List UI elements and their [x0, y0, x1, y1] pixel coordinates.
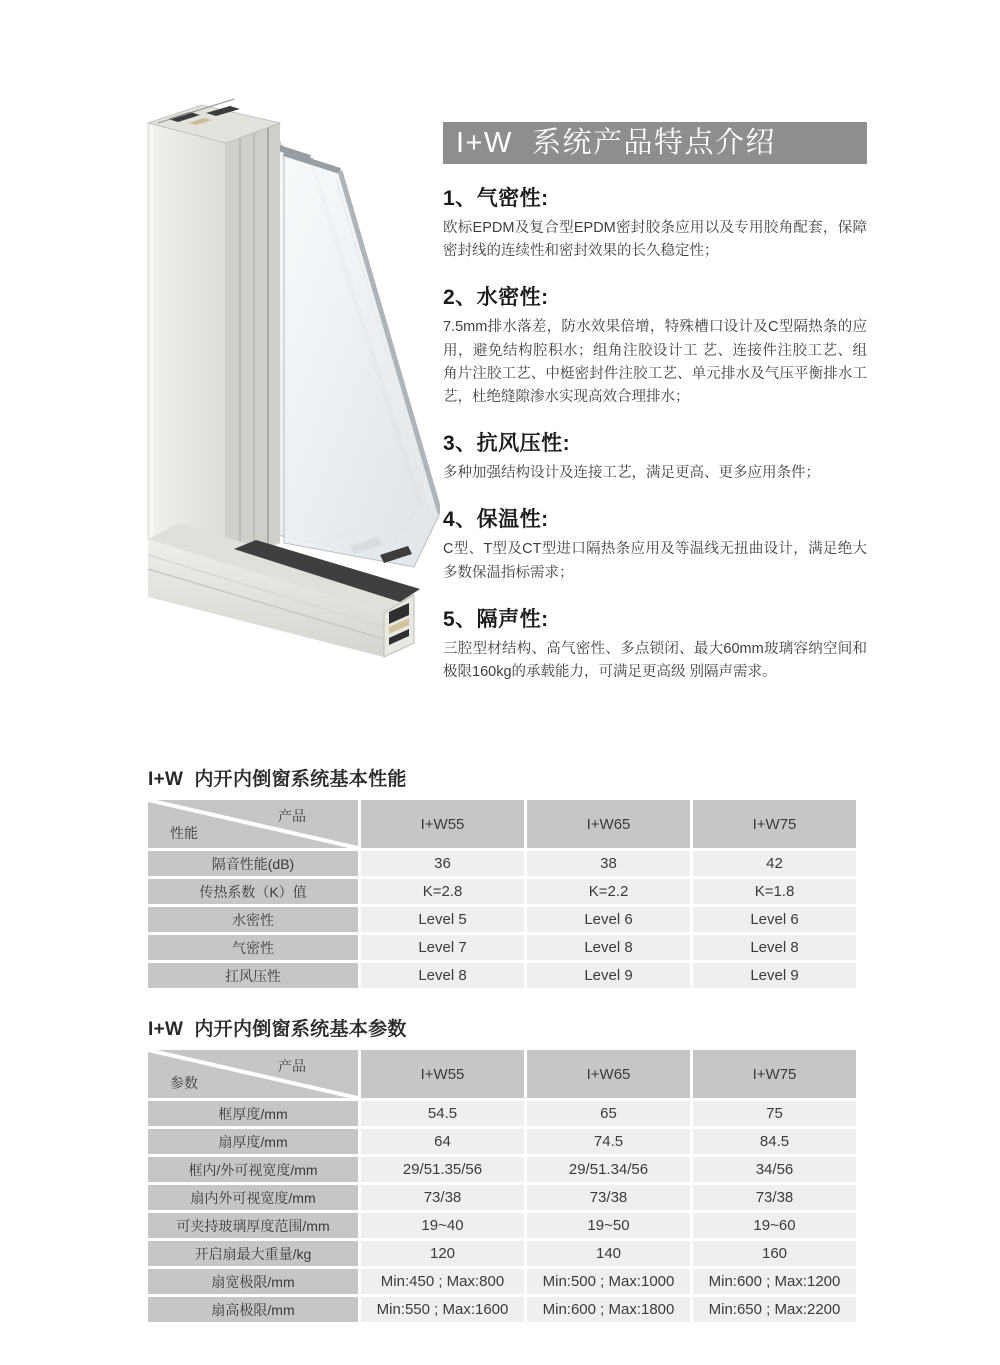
feature-item-5: [443, 603, 867, 684]
cell-value: 19~40: [361, 1213, 524, 1238]
cell-value: Level 5: [361, 907, 524, 932]
row-label: 框厚度/mm: [148, 1101, 358, 1126]
cell-value: Level 6: [693, 907, 856, 932]
row-label: 开启扇最大重量/kg: [148, 1241, 358, 1266]
cell-value: Min:600 ; Max:1800: [527, 1297, 690, 1322]
cell-value: Level 9: [693, 963, 856, 988]
feature-heading: 2、水密性:: [443, 286, 549, 310]
cell-value: Level 7: [361, 935, 524, 960]
page-title: I+W 系统产品特点介绍: [456, 127, 776, 159]
cell-value: 74.5: [527, 1129, 690, 1154]
col-header: I+W75: [693, 1050, 856, 1098]
cell-value: 75: [693, 1101, 856, 1126]
cell-value: 73/38: [527, 1185, 690, 1210]
cell-value: 140: [527, 1241, 690, 1266]
row-label: 扇高极限/mm: [148, 1297, 358, 1322]
feature-item-3: [443, 427, 867, 485]
corner-top-label: 产品: [278, 1058, 306, 1074]
col-header: I+W55: [361, 1050, 524, 1098]
col-header: I+W75: [693, 800, 856, 848]
performance-table-section: [148, 764, 860, 988]
cell-value: Min:650 ; Max:2200: [693, 1297, 856, 1322]
corner-bottom-label: 参数: [170, 1075, 198, 1091]
parameters-table-title: I+W 内开内倒窗系统基本参数: [148, 1019, 407, 1040]
feature-heading: 5、隔声性:: [443, 607, 549, 631]
feature-heading: 4、保温性:: [443, 508, 549, 532]
col-header: I+W65: [527, 1050, 690, 1098]
cell-value: Min:550 ; Max:1600: [361, 1297, 524, 1322]
corner-top-label: 产品: [278, 808, 306, 824]
cell-value: 73/38: [693, 1185, 856, 1210]
corner-cell: [148, 800, 358, 848]
feature-body: 多种加强结构设计及连接工艺，满足更高、更多应用条件；: [443, 465, 820, 482]
cell-value: Min:600 ; Max:1200: [693, 1269, 856, 1294]
cell-value: 84.5: [693, 1129, 856, 1154]
feature-heading: 3、抗风压性:: [443, 432, 571, 456]
cell-value: 29/51.34/56: [527, 1157, 690, 1182]
cell-value: Min:500 ; Max:1000: [527, 1269, 690, 1294]
row-label: 隔音性能(dB): [148, 851, 358, 876]
feature-body: 7.5mm排水落差，防水效果倍增，特殊槽口设计及C型隔热条的应用，避免结构腔积水；组角注胶设计工 艺、连接件注胶工艺、组角片注胶工艺、中梃密封件注胶工艺、单元排水及气压平衡排水工艺，杜绝缝隙渗水实现高效合理排水；: [443, 319, 867, 405]
window-render-svg: [84, 96, 440, 662]
title-banner: [443, 122, 867, 164]
feature-item-4: [443, 503, 867, 584]
row-label: 框内/外可视宽度/mm: [148, 1157, 358, 1182]
cell-value: 42: [693, 851, 856, 876]
col-header: I+W65: [527, 800, 690, 848]
feature-heading: 1、气密性:: [443, 187, 549, 210]
cell-value: Level 8: [527, 935, 690, 960]
parameters-table-section: [148, 1014, 860, 1322]
cell-value: K=2.2: [527, 879, 690, 904]
feature-item-1: [443, 182, 867, 263]
cell-value: 19~60: [693, 1213, 856, 1238]
cell-value: K=1.8: [693, 879, 856, 904]
cell-value: 54.5: [361, 1101, 524, 1126]
cell-value: 64: [361, 1129, 524, 1154]
cell-value: 160: [693, 1241, 856, 1266]
window-profile-render: [84, 96, 440, 662]
feature-item-2: [443, 281, 867, 409]
corner-cell: [148, 1050, 358, 1098]
features-panel: [443, 122, 867, 684]
cell-value: 73/38: [361, 1185, 524, 1210]
corner-bottom-label: 性能: [170, 825, 198, 841]
parameters-table: [148, 1050, 860, 1322]
cell-value: 65: [527, 1101, 690, 1126]
row-label: 扛风压性: [148, 963, 358, 988]
cell-value: Level 9: [527, 963, 690, 988]
row-label: 气密性: [148, 935, 358, 960]
cell-value: K=2.8: [361, 879, 524, 904]
cell-value: Min:450 ; Max:800: [361, 1269, 524, 1294]
performance-table-title: I+W 内开内倒窗系统基本性能: [148, 769, 407, 790]
row-label: 可夹持玻璃厚度范围/mm: [148, 1213, 358, 1238]
feature-body: 三腔型材结构、高气密性、多点锁闭、最大60mm玻璃容纳空间和极限160kg的承载能力，可满足更高级 别隔声需求。: [443, 640, 867, 680]
col-header: I+W55: [361, 800, 524, 848]
row-label: 水密性: [148, 907, 358, 932]
cell-value: 120: [361, 1241, 524, 1266]
cell-value: 36: [361, 851, 524, 876]
cell-value: Level 8: [361, 963, 524, 988]
row-label: 扇宽极限/mm: [148, 1269, 358, 1294]
features-list: [443, 182, 867, 684]
feature-body: 欧标EPDM及复合型EPDM密封胶条应用以及专用胶角配套，保障密封线的连续性和密封效果的长久稳定性；: [443, 220, 867, 260]
row-label: 传热系数（K）值: [148, 879, 358, 904]
feature-body: C型、T型及CT型进口隔热条应用及等温线无扭曲设计，满足绝大多数保温指标需求；: [443, 541, 867, 581]
cell-value: Level 6: [527, 907, 690, 932]
row-label: 扇厚度/mm: [148, 1129, 358, 1154]
cell-value: 19~50: [527, 1213, 690, 1238]
cell-value: 29/51.35/56: [361, 1157, 524, 1182]
frame-jamb: [148, 99, 280, 567]
row-label: 扇内外可视宽度/mm: [148, 1185, 358, 1210]
cell-value: Level 8: [693, 935, 856, 960]
cell-value: 38: [527, 851, 690, 876]
cell-value: 34/56: [693, 1157, 856, 1182]
performance-table: [148, 800, 860, 988]
